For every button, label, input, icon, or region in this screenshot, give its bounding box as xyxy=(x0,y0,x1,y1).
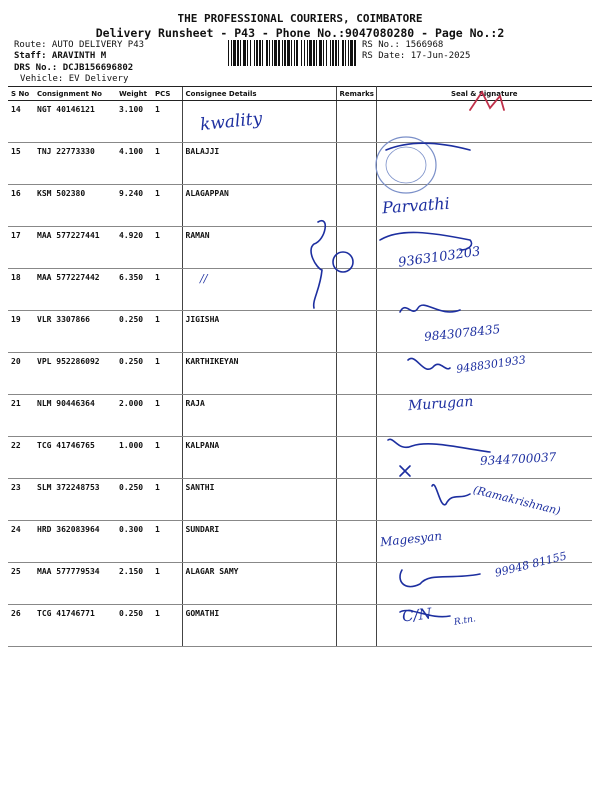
cell-weight: 4.100 xyxy=(116,143,152,185)
barcode-bar xyxy=(294,40,295,66)
barcode-bar xyxy=(319,40,322,66)
cell-sno: 22 xyxy=(8,437,34,479)
barcode-bar xyxy=(348,40,349,66)
barcode-bar xyxy=(316,40,317,66)
cell-weight: 4.920 xyxy=(116,227,152,269)
cell-weight: 2.150 xyxy=(116,563,152,605)
cell-weight: 0.250 xyxy=(116,353,152,395)
cell-pcs: 1 xyxy=(152,479,182,521)
barcode-bar xyxy=(332,40,334,66)
barcode-bar xyxy=(278,40,280,66)
cell-sno: 14 xyxy=(8,101,34,143)
cell-remarks xyxy=(336,269,376,311)
cell-weight: 9.240 xyxy=(116,185,152,227)
staff-label: Staff: ARAVINTH M xyxy=(14,51,107,61)
table-row xyxy=(8,185,592,227)
cell-weight: 0.250 xyxy=(116,479,152,521)
table-row xyxy=(8,311,592,353)
cell-remarks xyxy=(336,479,376,521)
handwritten-phone-5: 99948 81155 xyxy=(493,549,568,580)
barcode-bar xyxy=(272,40,273,66)
cell-consignment: MAA 577779534 xyxy=(34,563,116,605)
barcode-bar xyxy=(259,40,261,66)
cell-consignee: ALAGAR SAMY xyxy=(182,563,336,605)
cell-consignment: SLM 372248753 xyxy=(34,479,116,521)
cell-seal xyxy=(376,269,592,311)
table-row xyxy=(8,521,592,563)
handwritten-cn: C/N xyxy=(401,604,433,626)
cell-weight: 2.000 xyxy=(116,395,152,437)
barcode-bar xyxy=(282,40,283,66)
table-row xyxy=(8,353,592,395)
cell-remarks xyxy=(336,563,376,605)
cell-consignee: SUNDARI xyxy=(182,521,336,563)
cell-consignment: KSM 502380 xyxy=(34,185,116,227)
handwritten-phone-1: 9363103203 xyxy=(397,244,482,271)
barcode-bar xyxy=(237,40,239,66)
handwritten-magesyan: Magesyan xyxy=(379,528,443,550)
cell-consignee xyxy=(182,101,336,143)
barcode-bar xyxy=(342,40,344,66)
cell-sno: 16 xyxy=(8,185,34,227)
barcode-image xyxy=(228,40,356,66)
cell-consignment: TNJ 22773330 xyxy=(34,143,116,185)
cell-consignee: RAMAN xyxy=(182,227,336,269)
cell-seal xyxy=(376,143,592,185)
cell-seal xyxy=(376,395,592,437)
cell-pcs: 1 xyxy=(152,269,182,311)
barcode-bar xyxy=(301,40,302,66)
table-row xyxy=(8,143,592,185)
cell-seal xyxy=(376,605,592,647)
barcode-bar xyxy=(307,40,308,66)
handwritten-parvathi: Parvathi xyxy=(381,193,451,218)
table-row xyxy=(8,269,592,311)
table-row xyxy=(8,395,592,437)
cell-consignee: KARTHIKEYAN xyxy=(182,353,336,395)
barcode-bar xyxy=(354,40,356,66)
table-row xyxy=(8,605,592,647)
cell-consignment: TCG 41746765 xyxy=(34,437,116,479)
vehicle-label: Vehicle: EV Delivery xyxy=(20,74,129,84)
cell-sno: 24 xyxy=(8,521,34,563)
barcode-bar xyxy=(247,40,248,66)
barcode-bar xyxy=(338,40,339,66)
cell-pcs: 1 xyxy=(152,185,182,227)
barcode-bar xyxy=(345,40,346,66)
cell-sno: 18 xyxy=(8,269,34,311)
cell-consignment: MAA 577227442 xyxy=(34,269,116,311)
cell-sno: 21 xyxy=(8,395,34,437)
barcode-bar xyxy=(240,40,241,66)
cell-pcs: 1 xyxy=(152,353,182,395)
cell-consignment: MAA 577227441 xyxy=(34,227,116,269)
cell-weight: 1.000 xyxy=(116,437,152,479)
table-row xyxy=(8,479,592,521)
cell-seal xyxy=(376,185,592,227)
cell-sno: 25 xyxy=(8,563,34,605)
barcode-bar xyxy=(233,40,236,66)
barcode-bar xyxy=(291,40,292,66)
handwritten-murugan: Murugan xyxy=(407,393,474,415)
col-header-consignee: Consignee Details xyxy=(182,87,336,101)
barcode-bar xyxy=(256,40,258,66)
cell-seal xyxy=(376,353,592,395)
cell-consignment: NLM 90446364 xyxy=(34,395,116,437)
cell-weight: 0.250 xyxy=(116,605,152,647)
cell-remarks xyxy=(336,437,376,479)
cell-seal xyxy=(376,563,592,605)
barcode-bar xyxy=(350,40,353,66)
barcode-bar xyxy=(323,40,324,66)
barcode-bar xyxy=(228,40,229,66)
table-row xyxy=(8,101,592,143)
cell-remarks xyxy=(336,185,376,227)
cell-consignee: GOMATHI xyxy=(182,605,336,647)
barcode-bar xyxy=(250,40,251,66)
cell-remarks xyxy=(336,311,376,353)
cell-consignee: SANTHI xyxy=(182,479,336,521)
cell-consignment: NGT 40146121 xyxy=(34,101,116,143)
cell-weight: 6.350 xyxy=(116,269,152,311)
col-header-seal: Seal & Signature xyxy=(376,87,592,101)
barcode-bar xyxy=(335,40,337,66)
col-header-sno: S No xyxy=(8,87,34,101)
company-title: THE PROFESSIONAL COURIERS, COIMBATORE xyxy=(177,12,423,25)
barcode-bar xyxy=(262,40,263,66)
cell-sno: 17 xyxy=(8,227,34,269)
cell-consignment: TCG 41746771 xyxy=(34,605,116,647)
handwritten-phone-4: 9344700037 xyxy=(479,450,557,468)
barcode-bar xyxy=(287,40,290,66)
barcode-bar xyxy=(304,40,305,66)
cell-consignee: BALAJJI xyxy=(182,143,336,185)
handwritten-ramakrishnan: (Ramakrishnan) xyxy=(471,483,562,518)
handwritten-kwality: kwality xyxy=(199,108,264,136)
cell-weight: 0.300 xyxy=(116,521,152,563)
cell-remarks xyxy=(336,605,376,647)
cell-consignee: KALPANA xyxy=(182,437,336,479)
cell-consignee: JIGISHA xyxy=(182,311,336,353)
cell-sno: 23 xyxy=(8,479,34,521)
handwritten-phone-2: 9843078435 xyxy=(423,322,501,344)
cell-consignment: VLR 3307866 xyxy=(34,311,116,353)
runsheet-subtitle: Delivery Runsheet - P43 - Phone No.:9047080280 - Page No.:2 xyxy=(95,26,505,40)
barcode-bar xyxy=(269,40,270,66)
cell-consignee xyxy=(182,269,336,311)
cell-pcs: 1 xyxy=(152,395,182,437)
col-header-consignment: Consignment No xyxy=(34,87,116,101)
handwritten-ditto: // xyxy=(200,272,208,285)
cell-remarks xyxy=(336,227,376,269)
cell-seal xyxy=(376,521,592,563)
cell-remarks xyxy=(336,353,376,395)
cell-seal xyxy=(376,227,592,269)
barcode-bar xyxy=(231,40,232,66)
cell-sno: 26 xyxy=(8,605,34,647)
handwritten-rtn: R.tn. xyxy=(453,614,477,628)
cell-consignment: HRD 362083964 xyxy=(34,521,116,563)
barcode-bar xyxy=(313,40,315,66)
cell-weight: 3.100 xyxy=(116,101,152,143)
handwritten-phone-3: 9488301933 xyxy=(455,353,527,376)
cell-pcs: 1 xyxy=(152,101,182,143)
col-header-remarks: Remarks xyxy=(336,87,376,101)
rs-number: RS No.: 1566968 xyxy=(362,40,444,50)
cell-remarks xyxy=(336,521,376,563)
cell-sno: 15 xyxy=(8,143,34,185)
table-header-row xyxy=(8,87,592,101)
cell-sno: 19 xyxy=(8,311,34,353)
cell-sno: 20 xyxy=(8,353,34,395)
cell-pcs: 1 xyxy=(152,521,182,563)
cell-pcs: 1 xyxy=(152,227,182,269)
barcode-bar xyxy=(296,40,298,66)
barcode-bar xyxy=(254,40,255,66)
col-header-pcs: PCS xyxy=(152,87,182,101)
cell-remarks xyxy=(336,395,376,437)
table-row xyxy=(8,227,592,269)
barcode-bar xyxy=(330,40,331,66)
cell-weight: 0.250 xyxy=(116,311,152,353)
barcode-bar xyxy=(309,40,312,66)
cell-consignee: ALAGAPPAN xyxy=(182,185,336,227)
cell-seal xyxy=(376,437,592,479)
table-row xyxy=(8,563,592,605)
runsheet-table xyxy=(8,86,592,647)
drs-number: DRS No.: DCJB156696802 xyxy=(14,63,134,73)
barcode-bar xyxy=(284,40,286,66)
cell-seal xyxy=(376,311,592,353)
cell-pcs: 1 xyxy=(152,563,182,605)
cell-pcs: 1 xyxy=(152,143,182,185)
cell-consignment: VPL 952286092 xyxy=(34,353,116,395)
barcode-bar xyxy=(326,40,327,66)
cell-remarks xyxy=(336,143,376,185)
cell-pcs: 1 xyxy=(152,605,182,647)
route-label: Route: AUTO DELIVERY P43 xyxy=(14,40,145,50)
cell-seal xyxy=(376,101,592,143)
barcode-bar xyxy=(274,40,277,66)
table-row xyxy=(8,437,592,479)
cell-pcs: 1 xyxy=(152,311,182,353)
barcode-bar xyxy=(266,40,268,66)
cell-seal xyxy=(376,479,592,521)
barcode-bar xyxy=(243,40,246,66)
rs-date: RS Date: 17-Jun-2025 xyxy=(362,51,471,61)
cell-pcs: 1 xyxy=(152,437,182,479)
cell-consignee: RAJA xyxy=(182,395,336,437)
cell-remarks xyxy=(336,101,376,143)
col-header-weight: Weight xyxy=(116,87,152,101)
